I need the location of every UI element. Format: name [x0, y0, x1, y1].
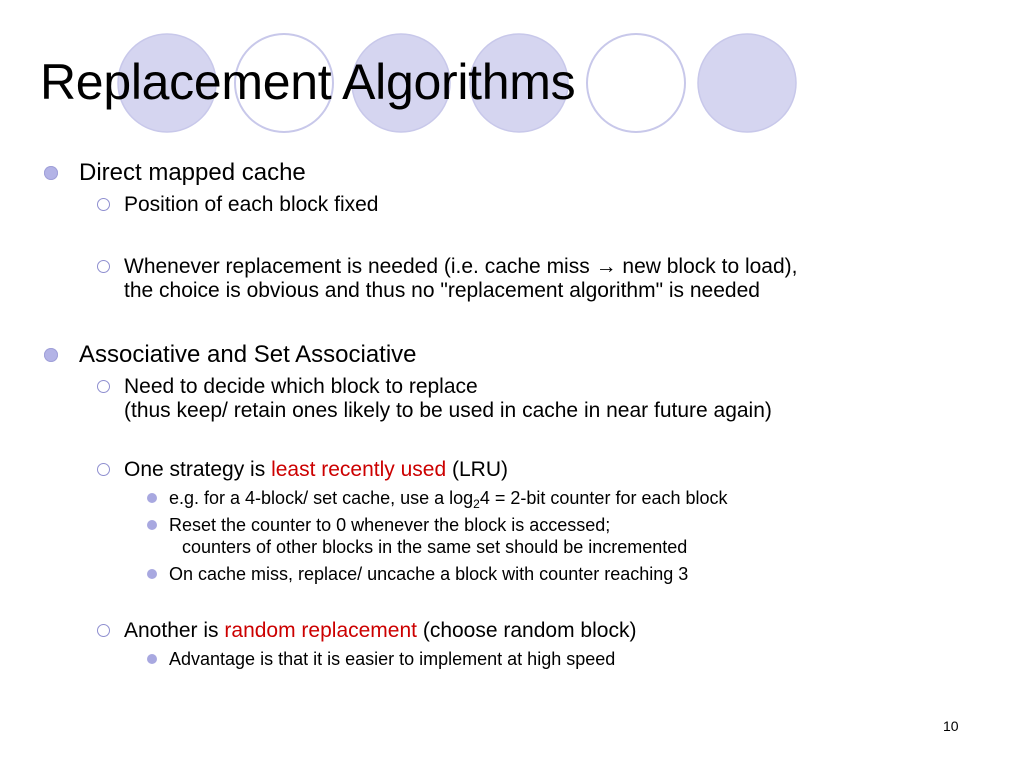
- bullet-position-fixed: Position of each block fixed: [124, 193, 379, 216]
- lru-highlight: least recently used: [271, 458, 447, 481]
- bullet-lru-strategy: One strategy is least recently used (LRU): [124, 458, 509, 481]
- bullet-small-disc-icon: [147, 654, 157, 664]
- bullet-ring-icon: [97, 380, 110, 393]
- bullet-disc-icon: [44, 166, 58, 180]
- bullet-ring-icon: [97, 463, 110, 476]
- bullet-small-disc-icon: [147, 493, 157, 503]
- bullet-direct-mapped: Direct mapped cache: [79, 159, 306, 186]
- bullet-ring-icon: [97, 260, 110, 273]
- bullet-random-strategy: Another is random replacement (choose random block): [124, 619, 637, 642]
- bullet-lru-miss: On cache miss, replace/ uncache a block with counter reaching 3: [169, 564, 689, 584]
- bullet-lru-counter: e.g. for a 4-block/ set cache, use a $\log_24 = 2-bit$ counter for each block: [169, 488, 728, 511]
- bullet-need-to-decide: Need to decide which block to replace (thus keep/ retain ones likely to be used in cache in near future again): [124, 375, 772, 422]
- slide-title: Replacement Algorithms: [40, 54, 576, 110]
- bullet-ring-icon: [97, 624, 110, 637]
- bullet-small-disc-icon: [147, 520, 157, 530]
- random-highlight: random replacement: [224, 619, 417, 642]
- bullet-random-advantage: Advantage is that it is easier to implement at high speed: [169, 649, 616, 669]
- bullet-disc-icon: [44, 348, 58, 362]
- right-arrow-icon: →: [595, 255, 617, 278]
- bullet-whenever-replacement: Whenever replacement is needed (i.e. cache miss → new block to load), the choice is obvious and thus no "replacement algorithm" is needed: [124, 255, 798, 302]
- bullet-associative: Associative and Set Associative: [79, 341, 417, 368]
- page-number: 10: [943, 718, 959, 734]
- bullet-ring-icon: [97, 198, 110, 211]
- bullet-lru-reset: Reset the counter to 0 whenever the block is accessed; counters of other blocks in the same set should be incremented: [169, 515, 688, 557]
- bullet-small-disc-icon: [147, 569, 157, 579]
